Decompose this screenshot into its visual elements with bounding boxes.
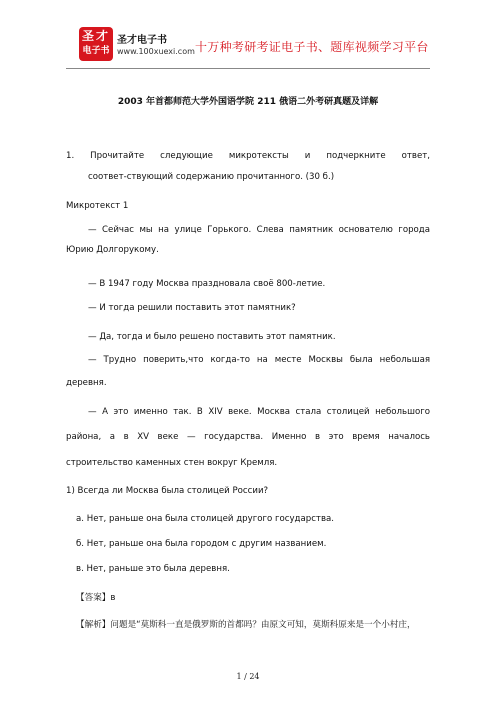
header-slogan: 十万种考研考证电子书、题库视频学习平台 bbox=[195, 40, 429, 54]
dialogue-line-3: — И тогда решили поставить этот памятник? bbox=[88, 303, 296, 313]
page-header bbox=[0, 0, 496, 72]
dialogue-line-5: — Трудно поверить,что когда-то на месте Москвы была небольшая bbox=[88, 355, 430, 365]
brand-url[interactable]: www.100xuexi.com bbox=[117, 47, 195, 56]
dialogue-line-5-cont: деревня. bbox=[66, 378, 107, 388]
dialogue-line-1-cont: Юрию Долгорукому. bbox=[66, 245, 159, 255]
microtext-label: Микротекст 1 bbox=[66, 201, 129, 211]
option-a: а. Нет, раньше она была столицей другого государства. bbox=[76, 514, 335, 524]
dialogue-line-6-cont: района, а в XV веке — государства. Именно в это время началось bbox=[66, 432, 430, 442]
brand-logo bbox=[79, 27, 113, 61]
analysis-text: 【解析】问题是“莫斯科一直是俄罗斯的首都吗？由原文可知，莫斯科原来是一个小村庄， bbox=[76, 620, 416, 630]
brand-name: 圣才电子书 bbox=[117, 35, 167, 46]
dialogue-line-2: — В 1947 году Москва праздновала своё 800-летие. bbox=[88, 279, 326, 289]
dialogue-line-6-end: строительство каменных стен вокруг Кремля. bbox=[66, 458, 278, 468]
document-title: 2003 年首都师范大学外国语学院 211 俄语二外考研真题及详解 bbox=[117, 97, 379, 107]
answer-label: 【答案】в bbox=[76, 593, 116, 603]
page-number: 1 / 24 bbox=[236, 672, 260, 681]
option-c: в. Нет, раньше это была деревня. bbox=[76, 564, 230, 574]
dialogue-line-1: — Сейчас мы на улице Горького. Слева памятник основателю города bbox=[88, 225, 430, 235]
header-divider bbox=[66, 68, 430, 69]
question-text: 1) Всегда ли Москва была столицей России? bbox=[66, 486, 269, 496]
question-1-instruction-cont: соответ-ствующий содержанию прочитанного. (30 б.) bbox=[88, 172, 335, 182]
dialogue-line-4: — Да, тогда и было решено поставить этот памятник. bbox=[88, 332, 336, 342]
logo-top-text: 圣才 bbox=[81, 29, 110, 43]
logo-bottom-text: 电子书 bbox=[82, 46, 110, 56]
question-1-instruction: 1. Прочитайте следующие микротексты и подчеркните ответ, bbox=[66, 151, 430, 161]
option-b: б. Нет, раньше она была городом с другим названием. bbox=[76, 539, 327, 549]
dialogue-line-6: — А это именно так. В XIV веке. Москва стала столицей небольшого bbox=[88, 407, 430, 417]
